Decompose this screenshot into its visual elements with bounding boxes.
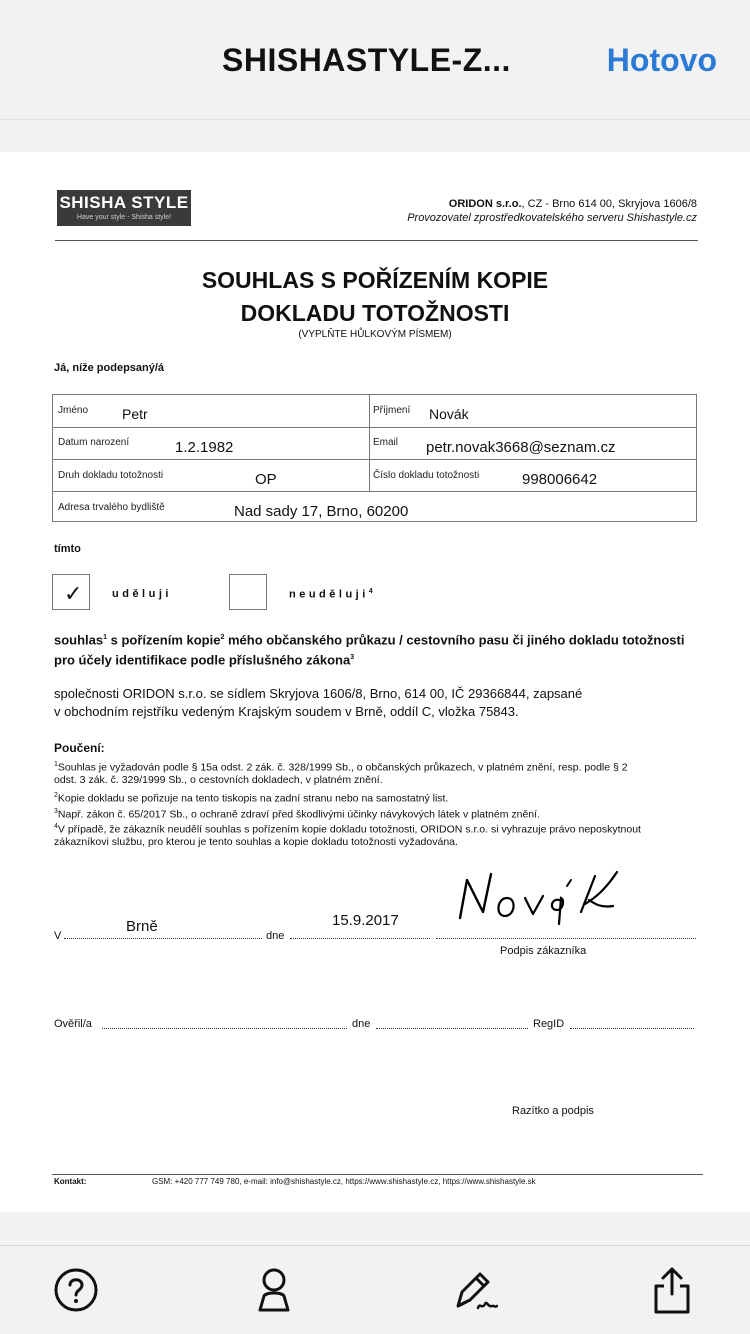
last-name-value[interactable]: Novák — [429, 406, 469, 422]
contact-label: Kontakt: — [54, 1177, 87, 1186]
note-line: $^3$Např. zákon č. 65/2017 Sb., o ochraně zdraví před škodlivými účinky návykových látek v platném znění. — [54, 808, 540, 821]
person-icon[interactable] — [250, 1266, 298, 1314]
verified-label: Ověřil/a — [54, 1018, 92, 1030]
document-title: SHISHASTYLE-Z... — [222, 42, 511, 78]
signature-caption: Podpis zákazníka — [500, 945, 587, 957]
note-line: zákazníkovi službu, pro kterou je tento souhlas a kopie dokladu totožnosti vyžadována. — [54, 836, 458, 848]
address-value[interactable]: Nad sady 17, Brno, 60200 — [234, 503, 409, 520]
form-title: SOUHLAS S POŘÍZENÍM KOPIE DOKLADU TOTOŽNOSTI — [201, 267, 549, 326]
table-row — [53, 491, 696, 522]
address-label: Adresa trvalého bydliště — [58, 502, 165, 513]
last-name-label: Příjmení — [373, 405, 411, 416]
checkmark-icon: ✓ — [64, 581, 83, 606]
form-subtitle: (VYPLŇTE HŮLKOVÝM PÍSMEM) — [298, 329, 452, 340]
navigation-bar — [0, 0, 750, 120]
place-line — [64, 938, 262, 939]
grant-label: uděluji — [112, 588, 172, 600]
personal-data-table — [52, 394, 697, 522]
doc-number-value[interactable]: 998006642 — [522, 471, 598, 488]
logo-tagline: Have your style - Shisha style! — [76, 214, 172, 221]
company-statement: společnosti ORIDON s.r.o. se sídlem Skryjova 1606/8, Brno, 614 00, IČ 29366844, zapsané v obchodním rejstříku vedeným Krajským soudem v Brně, oddíl C, vložka 75843. — [54, 686, 583, 719]
verified-date-label: dne — [352, 1018, 371, 1030]
company-role: Provozovatel zprostředkovatelského serveru Shishastyle.cz — [407, 212, 697, 224]
date-line — [290, 938, 430, 939]
customer-signature[interactable] — [455, 868, 635, 928]
timto-label: tímto — [54, 543, 81, 555]
doc-type-label: Druh dokladu totožnosti — [58, 470, 164, 481]
signature-line — [436, 938, 696, 939]
contact-text: GSM: +420 777 749 780, e-mail: info@shishastyle.cz, https://www.shishastyle.cz, https://www.shishastyle.sk — [152, 1177, 536, 1186]
place-label: V — [54, 930, 62, 942]
date-label: dne — [266, 930, 285, 942]
table-row — [53, 459, 696, 491]
document-page — [0, 152, 750, 1212]
first-name-label: Jméno — [58, 405, 89, 416]
grant-checkbox[interactable] — [52, 574, 90, 610]
deny-label: neuděluji$^4$ — [289, 588, 373, 601]
deny-checkbox[interactable] — [229, 574, 267, 610]
company-address: , CZ - Brno 614 00, Skryjova 1606/8 — [521, 198, 697, 210]
table-row — [53, 395, 696, 427]
dob-label: Datum narození — [58, 437, 130, 448]
company-header — [407, 197, 697, 225]
note-line: odst. 3 zák. č. 329/1999 Sb., o cestovních dokladech, v platném znění. — [54, 774, 383, 786]
shisha-style-logo — [57, 190, 191, 226]
signature-pen-icon[interactable] — [450, 1266, 498, 1314]
logo-text: SHISHA STYLE — [59, 193, 189, 212]
help-icon[interactable] — [52, 1266, 100, 1314]
regid-line — [570, 1028, 694, 1029]
dob-value[interactable]: 1.2.1982 — [175, 439, 234, 456]
email-value[interactable]: petr.novak3668@seznam.cz — [426, 439, 616, 456]
note-line: $^1$Souhlas je vyžadován podle § 15a odst. 2 zák. č. 328/1999 Sb., o občanských průkazech, v platném znění, resp. podle § 2 — [54, 761, 628, 774]
share-icon[interactable] — [648, 1266, 696, 1314]
note-line: $^2$Kopie dokladu se pořizuje na tento tiskopis na zadní stranu nebo na samostatný list. — [54, 792, 449, 805]
company-name: ORIDON s.r.o. — [448, 198, 522, 210]
doc-type-value[interactable]: OP — [255, 471, 277, 488]
table-row — [53, 427, 696, 459]
place-value[interactable]: Brně — [126, 918, 158, 935]
stamp-label: Razítko a podpis — [512, 1105, 594, 1117]
verified-line — [102, 1028, 347, 1029]
regid-label: RegID — [533, 1018, 565, 1030]
done-button[interactable]: Hotovo — [606, 42, 717, 78]
consent-statement: souhlas$^1$ s pořízením kopie$^2$ mého občanského průkazu / cestovního pasu či jiného dokladu totožnosti pro účely identifikace podle příslušného zákona$^3$ — [54, 632, 685, 668]
signer-label: Já, níže podepsaný/á — [54, 362, 165, 374]
first-name-value[interactable]: Petr — [122, 406, 148, 422]
doc-number-label: Číslo dokladu totožnosti — [373, 470, 480, 481]
bottom-toolbar — [0, 1245, 750, 1334]
header-divider — [55, 240, 698, 241]
footer-divider — [52, 1174, 703, 1175]
pouceni-heading: Poučení: — [54, 741, 105, 755]
date-value[interactable]: 15.9.2017 — [332, 912, 399, 929]
note-line: $^4$V případě, že zákazník neudělí souhlas s pořízením kopie dokladu totožnosti, ORIDON s.r.o. si vyhrazuje právo neposkytnout — [54, 823, 641, 836]
email-label: Email — [373, 437, 399, 448]
verified-date-line — [376, 1028, 528, 1029]
